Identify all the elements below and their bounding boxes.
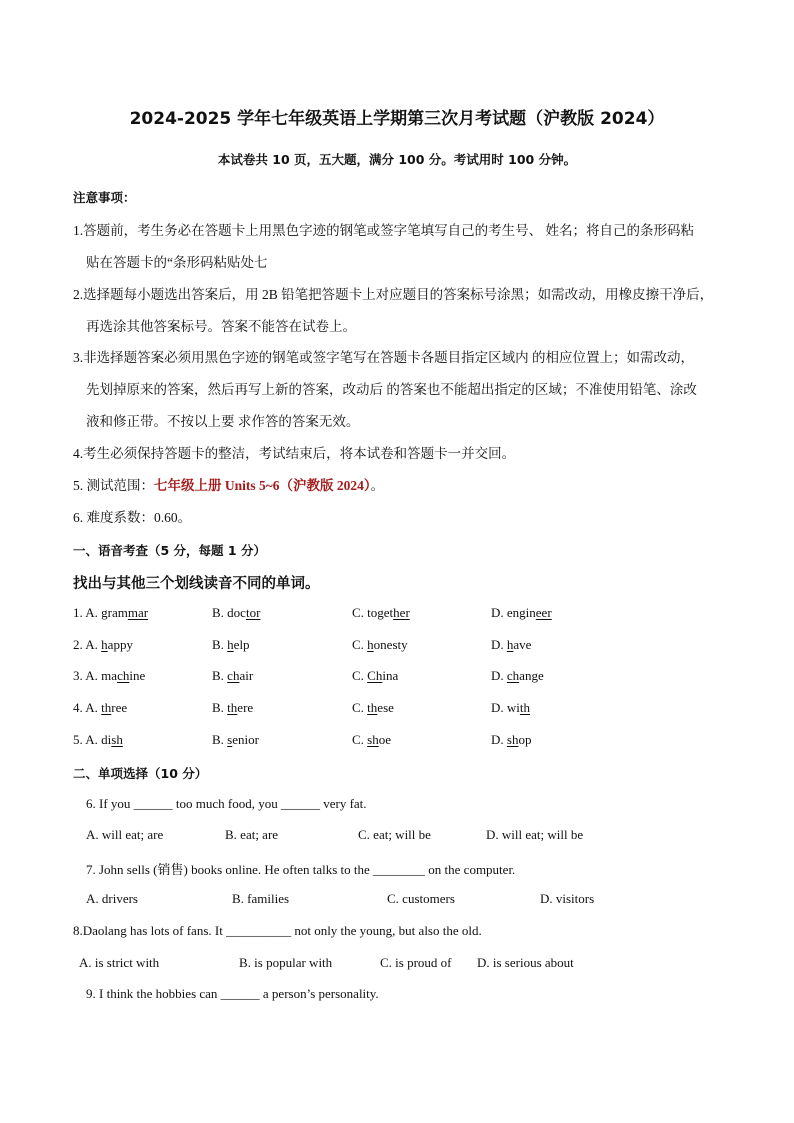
q7-option-a: A. drivers [86,891,138,906]
note-3-line-1: 3.非选择题答案必须用黑色字迹的钢笔或签字笔写在答题卡各题目指定区域内 的相应位置上；如需改动， [73,350,694,365]
q8-option-a: A. is strict with [79,955,160,970]
note-2-line-1: 2.选择题每小题选出答案后，用 2B 铅笔把答题卡上对应题目的答案标号涂黑；如需改动，用橡皮擦干净后， [73,287,714,302]
q5-option-d: D. shop [491,732,532,747]
note-4: 4.考生必须保持答题卡的整洁，考试结束后，将本试卷和答题卡一并交回。 [73,446,516,461]
q3-option-b: B. chair [212,668,254,683]
note-2-line-2: 再选涂其他答案标号。答案不能答在试卷上。 [86,319,356,334]
note-5 [73,474,384,494]
exam-title: 2024-2025 学年七年级英语上学期第三次月考试题（沪教版 2024） [129,109,665,129]
q2-option-a: 2. A. happy [73,637,133,652]
section-2-heading: 二、单项选择（10 分） [73,766,208,781]
q6-option-c: C. eat; will be [358,827,431,842]
q7-option-d: D. visitors [540,891,595,906]
q1-option-a: 1. A. grammar [73,605,149,620]
q2-option-c: C. honesty [352,637,408,652]
q4-option-d: D. with [491,700,531,715]
q9-stem: 9. I think the hobbies can ______ a person’s personality. [86,986,379,1001]
q7-stem: 7. John sells (销售) books online. He often talks to the ________ on the computer. [86,862,516,877]
q6-stem: 6. If you ______ too much food, you ______ very fat. [86,796,367,811]
q6-option-b: B. eat; are [225,827,279,842]
section-1-instruction: 找出与其他三个划线读音不同的单词。 [73,576,320,592]
section-1-heading: 一、语音考查（5 分，每题 1 分） [73,543,266,558]
exam-subtitle: 本试卷共 10 页，五大题，满分 100 分。考试用时 100 分钟。 [217,152,577,167]
note-3-line-2: 先划掉原来的答案，然后再写上新的答案，改动后 的答案也不能超出指定的区域；不准使用铅笔、涂改 [86,382,697,397]
q1-option-b: B. doctor [212,605,261,620]
q4-option-c: C. these [352,700,394,715]
q6-option-a: A. will eat; are [86,827,164,842]
note-3-line-3: 液和修正带。不按以上要 求作答的答案无效。 [86,414,360,429]
q3-option-d: D. change [491,668,544,683]
q2-option-d: D. have [491,637,532,652]
q8-option-d: D. is serious about [477,955,574,970]
q2-option-b: B. help [212,637,250,652]
q4-option-a: 4. A. three [73,700,128,715]
q8-option-b: B. is popular with [239,955,333,970]
note-1-line-2: 贴在答题卡的“条形码粘贴处七 [86,255,268,270]
q1-option-d: D. engineer [491,605,552,620]
q6-option-d: D. will eat; will be [486,827,584,842]
q8-option-c: C. is proud of [380,955,452,970]
notes-heading: 注意事项： [73,190,136,205]
q3-option-c: C. China [352,668,399,683]
note-5-label: 5. 测试范围： [73,478,154,493]
q7-option-b: B. families [232,891,290,906]
q3-option-a: 3. A. machine [73,668,146,683]
q7-option-c: C. customers [387,891,455,906]
q5-option-a: 5. A. dish [73,732,123,747]
note-1-line-1: 1.答题前，考生务必在答题卡上用黑色字迹的钢笔或签字笔填写自己的考生号、 姓名；将自己的条形码粘 [73,223,694,238]
q5-option-c: C. shoe [352,732,392,747]
test-range: 七年级上册 Units 5~6（沪教版 2024） [154,478,371,493]
note-5-end: 。 [370,478,385,493]
q1-option-c: C. together [352,605,410,620]
q8-stem: 8.Daolang has lots of fans. It __________ not only the young, but also the old. [73,923,482,938]
q4-option-b: B. there [212,700,254,715]
q5-option-b: B. senior [212,732,259,747]
note-6: 6. 难度系数：0.60。 [73,510,192,525]
